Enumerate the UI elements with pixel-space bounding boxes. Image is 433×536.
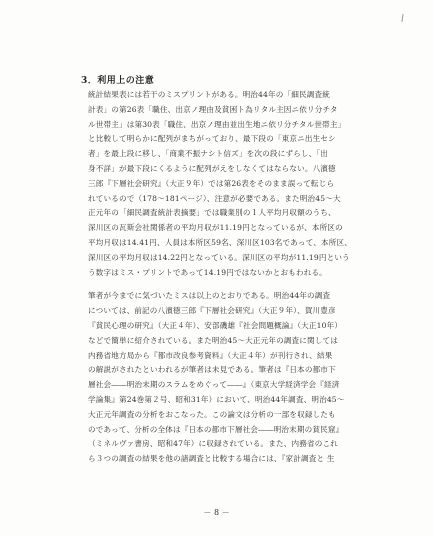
text-line: 深川区の平均月収は14.22円となっている。深川区の平均が11.19円という <box>88 252 350 262</box>
text-line: れているので（178～181ページ）、注意が必要である。また明治45～大 <box>88 193 341 203</box>
text-line: 層社会――明治末期のスラムをめぐって――』（東京大学経済学会『経済 <box>88 380 340 390</box>
text-line: 者」を最上段に移し、「商業不振ナシト信ズ」を次の段にずらし、「出 <box>88 149 329 159</box>
text-line: などで簡単に紹介されている。また明治45～大正元年の調査に関しては <box>88 335 339 345</box>
page-number: － 8 － <box>203 508 230 517</box>
text-line: 深川区の瓦斯会社関係者の平均月収が11.19円となっているが、本所区の <box>88 223 343 233</box>
text-line: 計表」の第26表「職住、出京ノ理由及貧困ト為リタル主因ニ依リ分チタ <box>88 104 338 114</box>
text-line: 統計結果表には若干のミスプリントがある。明治44年の「細民調査統 <box>88 90 330 99</box>
text-line: と比較して明らかに配列がまちがっており、最下段の「東京ニ出生セシ <box>88 134 336 144</box>
text-line: 平均月収は14.41円、人員は本所区59名、深川区103名であって、本所区、 <box>88 237 352 247</box>
text-line: 身不詳」が最下段にくるように配列がえをしなくてはならない。八濱徳 <box>88 163 336 173</box>
scan-mark <box>401 14 403 22</box>
text-line: ル世帯主」は第30表「職住、出京ノ理由並出生地ニ依リ分チタル世帯主」 <box>88 119 346 129</box>
text-line: のであって、分析の全体は『日本の都市下層社会――明治末期の貧民窟』 <box>88 424 344 434</box>
text-line: 『貧民心理の研究』（大正４年）、安部磯雄『社会問題概論』（大正10年） <box>88 320 343 330</box>
paragraph-notes-misprints <box>88 88 378 280</box>
text-line: 大正元年調査の分析をおこなった。この論文は分析の一部を収録したも <box>88 409 336 419</box>
text-line: う数字はミス・プリントであって14.19円ではないかとおもわれる。 <box>88 267 327 277</box>
text-line: 筆者が今までに気づいたミスは以上のとおりである。明治44年の調査 <box>88 291 331 301</box>
text-line: （ミネルヴァ書房、昭和47年）に収録されている。また、内務省のこれ <box>88 439 338 449</box>
body-text <box>88 88 378 467</box>
text-line: については、前記の八濱徳三郎『下層社会研究』（大正９年）、賀川豊彦 <box>88 306 336 316</box>
text-line: 正元年の「細民調査統計表摘要」では職業別の１人平均月収額のうち、 <box>88 208 336 218</box>
text-line: の解説がされたといわれるが筆者は未見である。筆者は『日本の都市下 <box>88 365 336 375</box>
paragraph-prior-studies <box>88 289 378 467</box>
text-line: 内務省地方局から『都市改良参考資料』（大正４年）が刊行され、結果 <box>88 350 333 360</box>
text-line: 学論集』第24巻第２号、昭和31年）において、明治44年調査、明治45～ <box>88 394 345 404</box>
text-line: 三郎『下層社会研究』（大正９年）では第26表をそのまま誤って転じら <box>88 178 335 188</box>
paragraph-gap <box>88 280 378 289</box>
section-heading: 3．利用上の注意 <box>81 76 155 86</box>
text-line: ら３つの調査の結果を他の諸調査と比較する場合には、『家計調査と 生 <box>88 454 335 464</box>
